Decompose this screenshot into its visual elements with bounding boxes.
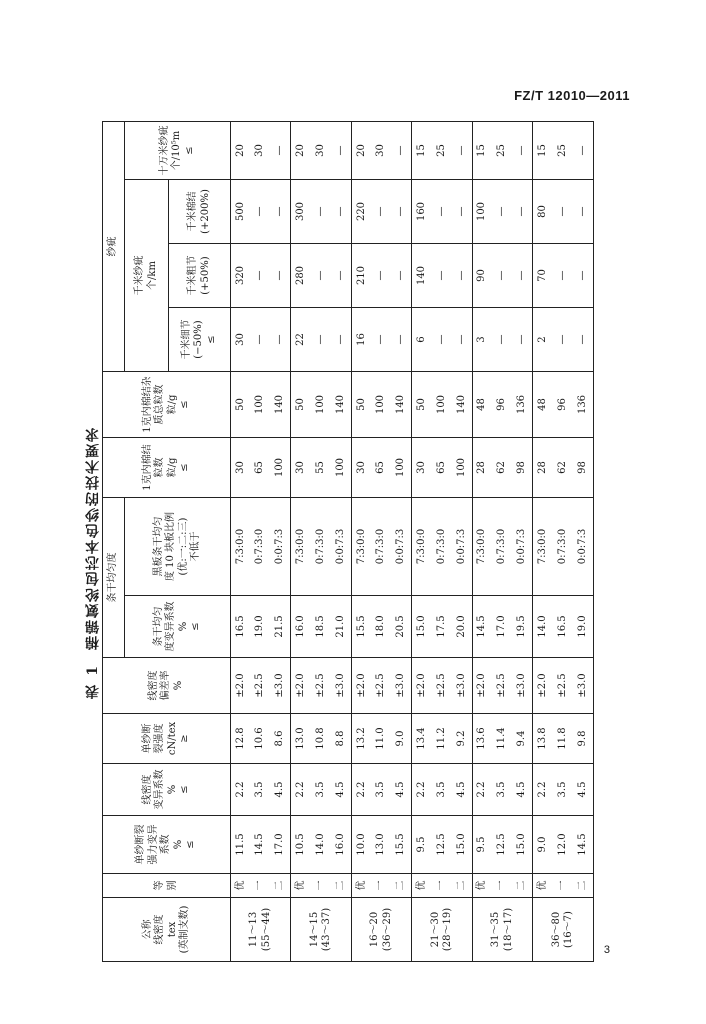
count-deviation-cell: ±3.0 bbox=[331, 658, 351, 714]
blackboard-ratio-cell: 0:7:3:0 bbox=[372, 498, 392, 596]
nominal-count-cell: 21～30 (28～19) bbox=[412, 898, 472, 962]
count-deviation-cell: ±2.5 bbox=[493, 658, 513, 714]
neps-impurities-cell: 48 bbox=[472, 372, 492, 438]
neps-200-cell: — bbox=[331, 180, 351, 244]
neps-cell: 30 bbox=[231, 438, 251, 498]
count-cv-cell: 2.2 bbox=[231, 764, 251, 816]
single-strength-cv-cell: 13.0 bbox=[372, 816, 392, 874]
table-row bbox=[573, 122, 593, 962]
evenness-cv-cell: 17.5 bbox=[432, 596, 452, 658]
grade-cell: 二 bbox=[271, 874, 291, 898]
thin-places-cell: — bbox=[573, 308, 593, 372]
thick-places-cell: — bbox=[392, 244, 412, 308]
neps-cell: 62 bbox=[493, 438, 513, 498]
single-strength-cv-cell: 15.0 bbox=[513, 816, 533, 874]
thick-places-cell: 280 bbox=[291, 244, 311, 308]
count-deviation-cell: ±2.0 bbox=[351, 658, 371, 714]
thin-places-cell: 6 bbox=[412, 308, 432, 372]
count-cv-cell: 2.2 bbox=[291, 764, 311, 816]
single-strength-cv-cell: 9.0 bbox=[533, 816, 553, 874]
count-cv-cell: 3.5 bbox=[432, 764, 452, 816]
faults-100km-cell: 25 bbox=[493, 122, 513, 180]
grade-cell: 优 bbox=[231, 874, 251, 898]
neps-cell: 65 bbox=[372, 438, 392, 498]
faults-100km-cell: 15 bbox=[533, 122, 553, 180]
neps-impurities-cell: 50 bbox=[412, 372, 432, 438]
grade-cell: 一 bbox=[553, 874, 573, 898]
thin-places-cell: 22 bbox=[291, 308, 311, 372]
neps-impurities-cell: 100 bbox=[432, 372, 452, 438]
neps-200-cell: — bbox=[271, 180, 291, 244]
header-nominal-count: 公称 线密度 tex (英制支数) bbox=[103, 898, 231, 962]
grade-cell: 优 bbox=[291, 874, 311, 898]
count-cv-cell: 4.5 bbox=[271, 764, 291, 816]
thick-places-cell: — bbox=[493, 244, 513, 308]
count-cv-cell: 4.5 bbox=[513, 764, 533, 816]
faults-100km-cell: 30 bbox=[251, 122, 271, 180]
grade-cell: 一 bbox=[493, 874, 513, 898]
header-count-cv: 线密度 变异系数 % ≤ bbox=[103, 764, 231, 816]
blackboard-ratio-cell: 0:7:3:0 bbox=[553, 498, 573, 596]
neps-cell: 65 bbox=[432, 438, 452, 498]
count-cv-cell: 3.5 bbox=[372, 764, 392, 816]
single-strength-cv-cell: 12.0 bbox=[553, 816, 573, 874]
single-tenacity-cell: 13.2 bbox=[351, 714, 371, 764]
neps-200-cell: — bbox=[553, 180, 573, 244]
grade-cell: 二 bbox=[573, 874, 593, 898]
thick-places-cell: — bbox=[372, 244, 392, 308]
single-strength-cv-cell: 10.5 bbox=[291, 816, 311, 874]
faults-100km-cell: — bbox=[392, 122, 412, 180]
neps-200-cell: 160 bbox=[412, 180, 432, 244]
blackboard-ratio-cell: 0:7:3:0 bbox=[432, 498, 452, 596]
count-cv-cell: 4.5 bbox=[452, 764, 472, 816]
neps-impurities-cell: 50 bbox=[351, 372, 371, 438]
blackboard-ratio-cell: 7:3:0:0 bbox=[472, 498, 492, 596]
faults-100km-cell: — bbox=[573, 122, 593, 180]
single-tenacity-cell: 11.8 bbox=[553, 714, 573, 764]
evenness-cv-cell: 18.5 bbox=[311, 596, 331, 658]
thick-places-cell: — bbox=[573, 244, 593, 308]
thin-places-cell: — bbox=[513, 308, 533, 372]
thick-places-cell: — bbox=[251, 244, 271, 308]
table-number: 表 1 bbox=[85, 664, 101, 699]
single-tenacity-cell: 12.8 bbox=[231, 714, 251, 764]
grade-cell: 优 bbox=[472, 874, 492, 898]
count-deviation-cell: ±3.0 bbox=[271, 658, 291, 714]
single-tenacity-cell: 10.6 bbox=[251, 714, 271, 764]
nominal-count-cell: 16～20 (36～29) bbox=[351, 898, 411, 962]
neps-impurities-cell: 140 bbox=[331, 372, 351, 438]
table-frame bbox=[102, 122, 594, 962]
single-tenacity-cell: 13.6 bbox=[472, 714, 492, 764]
grade-cell: 二 bbox=[331, 874, 351, 898]
evenness-cv-cell: 14.0 bbox=[533, 596, 553, 658]
neps-200-cell: — bbox=[573, 180, 593, 244]
count-deviation-cell: ±3.0 bbox=[513, 658, 533, 714]
evenness-cv-cell: 19.0 bbox=[251, 596, 271, 658]
nominal-count-cell: 31～35 (18～17) bbox=[472, 898, 532, 962]
count-cv-cell: 2.2 bbox=[412, 764, 432, 816]
thin-places-cell: 30 bbox=[231, 308, 251, 372]
neps-cell: 100 bbox=[271, 438, 291, 498]
thin-places-cell: — bbox=[372, 308, 392, 372]
count-deviation-cell: ±2.0 bbox=[291, 658, 311, 714]
thick-places-cell: 70 bbox=[533, 244, 553, 308]
thick-places-cell: 140 bbox=[412, 244, 432, 308]
neps-impurities-cell: 48 bbox=[533, 372, 553, 438]
neps-cell: 28 bbox=[472, 438, 492, 498]
faults-100km-cell: — bbox=[271, 122, 291, 180]
neps-200-cell: 500 bbox=[231, 180, 251, 244]
header-thick-places: 千米粗节 (+50%) bbox=[169, 244, 231, 308]
table-row bbox=[513, 122, 533, 962]
neps-impurities-cell: 96 bbox=[493, 372, 513, 438]
header-faults-per-km: 千米纱疵 个/km bbox=[125, 180, 169, 372]
grade-cell: 优 bbox=[351, 874, 371, 898]
blackboard-ratio-cell: 0:0:7:3 bbox=[392, 498, 412, 596]
blackboard-ratio-cell: 0:7:3:0 bbox=[311, 498, 331, 596]
evenness-cv-cell: 21.5 bbox=[271, 596, 291, 658]
faults-100km-cell: 30 bbox=[311, 122, 331, 180]
evenness-cv-cell: 16.0 bbox=[291, 596, 311, 658]
blackboard-ratio-cell: 0:0:7:3 bbox=[452, 498, 472, 596]
neps-cell: 65 bbox=[251, 438, 271, 498]
single-strength-cv-cell: 9.5 bbox=[412, 816, 432, 874]
thin-places-cell: — bbox=[251, 308, 271, 372]
neps-impurities-cell: 136 bbox=[513, 372, 533, 438]
spec-table bbox=[102, 121, 594, 962]
grade-cell: 优 bbox=[533, 874, 553, 898]
faults-100km-cell: — bbox=[331, 122, 351, 180]
neps-200-cell: — bbox=[251, 180, 271, 244]
neps-impurities-cell: 140 bbox=[452, 372, 472, 438]
single-tenacity-cell: 9.2 bbox=[452, 714, 472, 764]
thick-places-cell: 210 bbox=[351, 244, 371, 308]
neps-impurities-cell: 96 bbox=[553, 372, 573, 438]
thin-places-cell: — bbox=[452, 308, 472, 372]
evenness-cv-cell: 16.5 bbox=[553, 596, 573, 658]
neps-200-cell: 220 bbox=[351, 180, 371, 244]
rotated-table-container bbox=[102, 122, 594, 962]
header-yarn-faults-group: 纱疵 bbox=[103, 122, 125, 372]
grade-cell: 二 bbox=[513, 874, 533, 898]
count-cv-cell: 3.5 bbox=[251, 764, 271, 816]
table-row bbox=[251, 122, 271, 962]
header-thin-places: 千米细节 (−50%) ≤ bbox=[169, 308, 231, 372]
thick-places-cell: — bbox=[432, 244, 452, 308]
thick-places-cell: — bbox=[311, 244, 331, 308]
thick-places-cell: — bbox=[271, 244, 291, 308]
thick-places-cell: — bbox=[513, 244, 533, 308]
count-deviation-cell: ±2.5 bbox=[372, 658, 392, 714]
single-strength-cv-cell: 17.0 bbox=[271, 816, 291, 874]
single-strength-cv-cell: 11.5 bbox=[231, 816, 251, 874]
page-number: 3 bbox=[603, 944, 610, 956]
count-deviation-cell: ±2.5 bbox=[251, 658, 271, 714]
grade-cell: 一 bbox=[432, 874, 452, 898]
blackboard-ratio-cell: 0:0:7:3 bbox=[573, 498, 593, 596]
single-tenacity-cell: 9.8 bbox=[573, 714, 593, 764]
single-strength-cv-cell: 14.0 bbox=[311, 816, 331, 874]
neps-cell: 28 bbox=[533, 438, 553, 498]
count-cv-cell: 2.2 bbox=[472, 764, 492, 816]
header-blackboard: 黑板条干均匀 度 10 块板比例 (优:一:二:三) 不低于 bbox=[125, 498, 231, 596]
table-row bbox=[452, 122, 472, 962]
thick-places-cell: — bbox=[331, 244, 351, 308]
table-row bbox=[553, 122, 573, 962]
neps-cell: 98 bbox=[573, 438, 593, 498]
count-deviation-cell: ±2.0 bbox=[533, 658, 553, 714]
neps-cell: 55 bbox=[311, 438, 331, 498]
neps-impurities-cell: 100 bbox=[251, 372, 271, 438]
single-strength-cv-cell: 10.0 bbox=[351, 816, 371, 874]
header-single-tenacity: 单纱断 裂强度 cN/tex ≥ bbox=[103, 714, 231, 764]
single-tenacity-cell: 9.0 bbox=[392, 714, 412, 764]
header-neps-200: 千米棉结 (+200%) bbox=[169, 180, 231, 244]
single-tenacity-cell: 13.4 bbox=[412, 714, 432, 764]
single-strength-cv-cell: 15.5 bbox=[392, 816, 412, 874]
neps-cell: 30 bbox=[412, 438, 432, 498]
neps-200-cell: 80 bbox=[533, 180, 553, 244]
blackboard-ratio-cell: 0:7:3:0 bbox=[493, 498, 513, 596]
thin-places-cell: 2 bbox=[533, 308, 553, 372]
count-cv-cell: 3.5 bbox=[311, 764, 331, 816]
evenness-cv-cell: 15.0 bbox=[412, 596, 432, 658]
spec-table-body bbox=[231, 122, 594, 962]
faults-100km-cell: 30 bbox=[372, 122, 392, 180]
single-tenacity-cell: 11.0 bbox=[372, 714, 392, 764]
single-strength-cv-cell: 15.0 bbox=[452, 816, 472, 874]
neps-cell: 100 bbox=[452, 438, 472, 498]
neps-cell: 30 bbox=[351, 438, 371, 498]
header-evenness-cv: 条干均匀 度变异系数 % ≤ bbox=[125, 596, 231, 658]
count-deviation-cell: ±2.5 bbox=[311, 658, 331, 714]
count-deviation-cell: ±2.0 bbox=[231, 658, 251, 714]
table-row bbox=[392, 122, 412, 962]
thin-places-cell: — bbox=[311, 308, 331, 372]
neps-200-cell: — bbox=[372, 180, 392, 244]
header-neps-impurities: 1克内棉结杂 质总粒数 粒/g ≤ bbox=[103, 372, 231, 438]
faults-100km-cell: — bbox=[513, 122, 533, 180]
neps-200-cell: — bbox=[513, 180, 533, 244]
neps-200-cell: — bbox=[311, 180, 331, 244]
evenness-cv-cell: 17.0 bbox=[493, 596, 513, 658]
count-deviation-cell: ±3.0 bbox=[392, 658, 412, 714]
evenness-cv-cell: 21.0 bbox=[331, 596, 351, 658]
blackboard-ratio-cell: 7:3:0:0 bbox=[291, 498, 311, 596]
neps-impurities-cell: 50 bbox=[291, 372, 311, 438]
neps-impurities-cell: 140 bbox=[392, 372, 412, 438]
table-row bbox=[412, 122, 432, 962]
evenness-cv-cell: 19.0 bbox=[573, 596, 593, 658]
neps-impurities-cell: 100 bbox=[372, 372, 392, 438]
header-faults-100km: 十万米纱疵 个/10⁵m ≤ bbox=[125, 122, 231, 180]
neps-200-cell: 100 bbox=[472, 180, 492, 244]
evenness-cv-cell: 14.5 bbox=[472, 596, 492, 658]
thick-places-cell: — bbox=[553, 244, 573, 308]
single-tenacity-cell: 8.8 bbox=[331, 714, 351, 764]
count-cv-cell: 4.5 bbox=[331, 764, 351, 816]
neps-200-cell: — bbox=[432, 180, 452, 244]
faults-100km-cell: 25 bbox=[553, 122, 573, 180]
table-row bbox=[472, 122, 492, 962]
table-row bbox=[291, 122, 311, 962]
single-tenacity-cell: 13.0 bbox=[291, 714, 311, 764]
nominal-count-cell: 11～13 (55～44) bbox=[231, 898, 291, 962]
count-cv-cell: 3.5 bbox=[553, 764, 573, 816]
table-row bbox=[533, 122, 553, 962]
single-tenacity-cell: 13.8 bbox=[533, 714, 553, 764]
count-cv-cell: 2.2 bbox=[351, 764, 371, 816]
single-strength-cv-cell: 14.5 bbox=[573, 816, 593, 874]
blackboard-ratio-cell: 0:0:7:3 bbox=[271, 498, 291, 596]
count-cv-cell: 3.5 bbox=[493, 764, 513, 816]
faults-100km-cell: 20 bbox=[351, 122, 371, 180]
blackboard-ratio-cell: 7:3:0:0 bbox=[412, 498, 432, 596]
header-grade: 等别 bbox=[103, 874, 231, 898]
blackboard-ratio-cell: 0:0:7:3 bbox=[513, 498, 533, 596]
grade-cell: 一 bbox=[311, 874, 331, 898]
neps-200-cell: 300 bbox=[291, 180, 311, 244]
blackboard-ratio-cell: 7:3:0:0 bbox=[351, 498, 371, 596]
count-deviation-cell: ±3.0 bbox=[573, 658, 593, 714]
evenness-cv-cell: 15.5 bbox=[351, 596, 371, 658]
single-tenacity-cell: 8.6 bbox=[271, 714, 291, 764]
count-cv-cell: 4.5 bbox=[573, 764, 593, 816]
faults-100km-cell: 15 bbox=[472, 122, 492, 180]
thin-places-cell: — bbox=[493, 308, 513, 372]
neps-impurities-cell: 100 bbox=[311, 372, 331, 438]
count-deviation-cell: ±2.0 bbox=[472, 658, 492, 714]
faults-100km-cell: — bbox=[452, 122, 472, 180]
neps-200-cell: — bbox=[392, 180, 412, 244]
table-row bbox=[331, 122, 351, 962]
table-row bbox=[271, 122, 291, 962]
count-cv-cell: 4.5 bbox=[392, 764, 412, 816]
neps-impurities-cell: 140 bbox=[271, 372, 291, 438]
grade-cell: 一 bbox=[372, 874, 392, 898]
grade-cell: 一 bbox=[251, 874, 271, 898]
count-deviation-cell: ±3.0 bbox=[452, 658, 472, 714]
table-title-text: 棉锦氨纶包芯本色纱的技术要求 bbox=[85, 426, 101, 650]
faults-100km-cell: 15 bbox=[412, 122, 432, 180]
neps-200-cell: — bbox=[493, 180, 513, 244]
evenness-cv-cell: 16.5 bbox=[231, 596, 251, 658]
neps-impurities-cell: 50 bbox=[231, 372, 251, 438]
faults-100km-cell: 20 bbox=[231, 122, 251, 180]
thin-places-cell: — bbox=[553, 308, 573, 372]
thin-places-cell: — bbox=[271, 308, 291, 372]
count-cv-cell: 2.2 bbox=[533, 764, 553, 816]
table-row bbox=[351, 122, 371, 962]
neps-cell: 98 bbox=[513, 438, 533, 498]
neps-cell: 62 bbox=[553, 438, 573, 498]
thick-places-cell: 320 bbox=[231, 244, 251, 308]
blackboard-ratio-cell: 7:3:0:0 bbox=[231, 498, 251, 596]
thick-places-cell: 90 bbox=[472, 244, 492, 308]
single-strength-cv-cell: 12.5 bbox=[493, 816, 513, 874]
table-row bbox=[493, 122, 513, 962]
evenness-cv-cell: 20.0 bbox=[452, 596, 472, 658]
table-row bbox=[231, 122, 251, 962]
thin-places-cell: — bbox=[331, 308, 351, 372]
nominal-count-cell: 14～15 (43～37) bbox=[291, 898, 351, 962]
thick-places-cell: — bbox=[452, 244, 472, 308]
single-tenacity-cell: 10.8 bbox=[311, 714, 331, 764]
neps-cell: 30 bbox=[291, 438, 311, 498]
header-evenness-group: 条干均匀度 bbox=[103, 498, 125, 658]
blackboard-ratio-cell: 0:0:7:3 bbox=[331, 498, 351, 596]
faults-100km-cell: 25 bbox=[432, 122, 452, 180]
thin-places-cell: — bbox=[432, 308, 452, 372]
table-row bbox=[372, 122, 392, 962]
single-tenacity-cell: 9.4 bbox=[513, 714, 533, 764]
header-single-strength-cv: 单纱断裂 强力变异 系数 % ≤ bbox=[103, 816, 231, 874]
nominal-count-cell: 36～80 (16～7) bbox=[533, 898, 594, 962]
blackboard-ratio-cell: 7:3:0:0 bbox=[533, 498, 553, 596]
evenness-cv-cell: 20.5 bbox=[392, 596, 412, 658]
grade-cell: 二 bbox=[452, 874, 472, 898]
table-row bbox=[311, 122, 331, 962]
thin-places-cell: 16 bbox=[351, 308, 371, 372]
single-tenacity-cell: 11.4 bbox=[493, 714, 513, 764]
blackboard-ratio-cell: 0:7:3:0 bbox=[251, 498, 271, 596]
thin-places-cell: 3 bbox=[472, 308, 492, 372]
single-strength-cv-cell: 9.5 bbox=[472, 816, 492, 874]
single-strength-cv-cell: 14.5 bbox=[251, 816, 271, 874]
single-strength-cv-cell: 16.0 bbox=[331, 816, 351, 874]
evenness-cv-cell: 18.0 bbox=[372, 596, 392, 658]
thin-places-cell: — bbox=[392, 308, 412, 372]
neps-impurities-cell: 136 bbox=[573, 372, 593, 438]
standard-code: FZ/T 12010—2011 bbox=[514, 88, 630, 103]
neps-cell: 100 bbox=[392, 438, 412, 498]
faults-100km-cell: 20 bbox=[291, 122, 311, 180]
count-deviation-cell: ±2.5 bbox=[553, 658, 573, 714]
single-strength-cv-cell: 12.5 bbox=[432, 816, 452, 874]
header-neps: 1克内棉结 粒数 粒/g ≤ bbox=[103, 438, 231, 498]
header-count-deviation: 线密度 偏差率 % bbox=[103, 658, 231, 714]
table-row bbox=[432, 122, 452, 962]
grade-cell: 二 bbox=[392, 874, 412, 898]
count-deviation-cell: ±2.0 bbox=[412, 658, 432, 714]
count-deviation-cell: ±2.5 bbox=[432, 658, 452, 714]
evenness-cv-cell: 19.5 bbox=[513, 596, 533, 658]
grade-cell: 优 bbox=[412, 874, 432, 898]
neps-200-cell: — bbox=[452, 180, 472, 244]
single-tenacity-cell: 11.2 bbox=[432, 714, 452, 764]
neps-cell: 100 bbox=[331, 438, 351, 498]
